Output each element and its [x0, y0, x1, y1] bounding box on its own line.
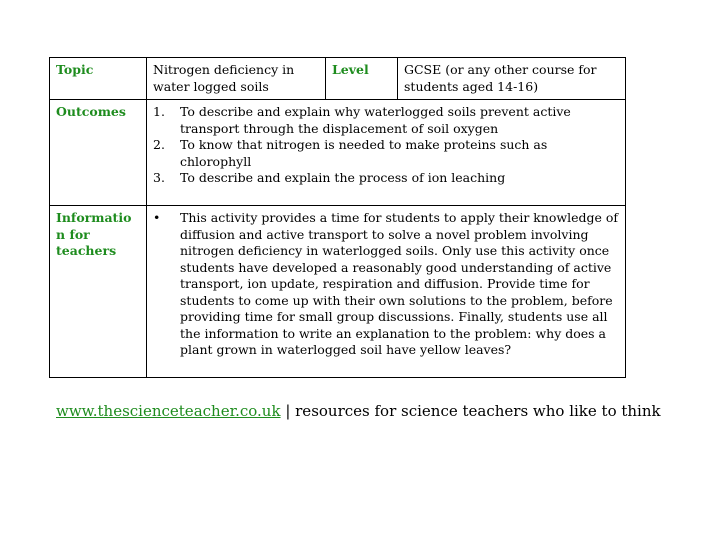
footer [56, 401, 661, 421]
outcome-text: To describe and explain why waterlogged soils prevent active transport through the displacement of soil oxygen [180, 104, 571, 136]
outcomes-cell [147, 100, 626, 206]
outcomes-row [50, 100, 626, 206]
info-text: This activity provides a time for students to apply their knowledge of diffusion and active transport to solve a novel problem involving nitrogen deficiency in waterlogged soils. Only use this activity once students have developed a reasonably good understanding of active transport, ion update, respiration and diffusion. Provide time for students to come up with their own solutions to the problem, before providing time for small group discussions. Finally, students use all the information to write an explanation to the problem: why does a plant grown in waterlogged soil have yellow leaves? [180, 210, 619, 357]
footer-tagline: resources for science teachers who like to think [295, 402, 661, 420]
footer-separator: | [280, 402, 296, 420]
topic-value: Nitrogen deficiency in water logged soils [147, 58, 326, 100]
info-cell [147, 206, 626, 378]
level-value: GCSE (or any other course for students aged 14-16) [398, 58, 626, 100]
outcome-item [153, 137, 619, 170]
info-header: Information for teachers [50, 206, 147, 378]
info-item [153, 210, 619, 359]
outcomes-header: Outcomes [50, 100, 147, 206]
outcome-text: To know that nitrogen is needed to make proteins such as chlorophyll [180, 137, 548, 169]
info-row [50, 206, 626, 378]
info-list [153, 210, 619, 359]
outcome-number: 2. [153, 137, 165, 152]
website-link[interactable]: www.thescienceteacher.co.uk [56, 402, 281, 420]
outcome-item [153, 104, 619, 137]
outcome-text: To describe and explain the process of ion leaching [180, 170, 506, 185]
lesson-info-table [49, 57, 626, 378]
topic-row [50, 58, 626, 100]
outcome-number: 1. [153, 104, 165, 119]
bullet-icon: • [153, 210, 161, 225]
topic-header: Topic [50, 58, 147, 100]
outcome-number: 3. [153, 170, 165, 185]
outcome-item [153, 170, 619, 187]
level-header: Level [326, 58, 398, 100]
outcomes-list [153, 104, 619, 187]
